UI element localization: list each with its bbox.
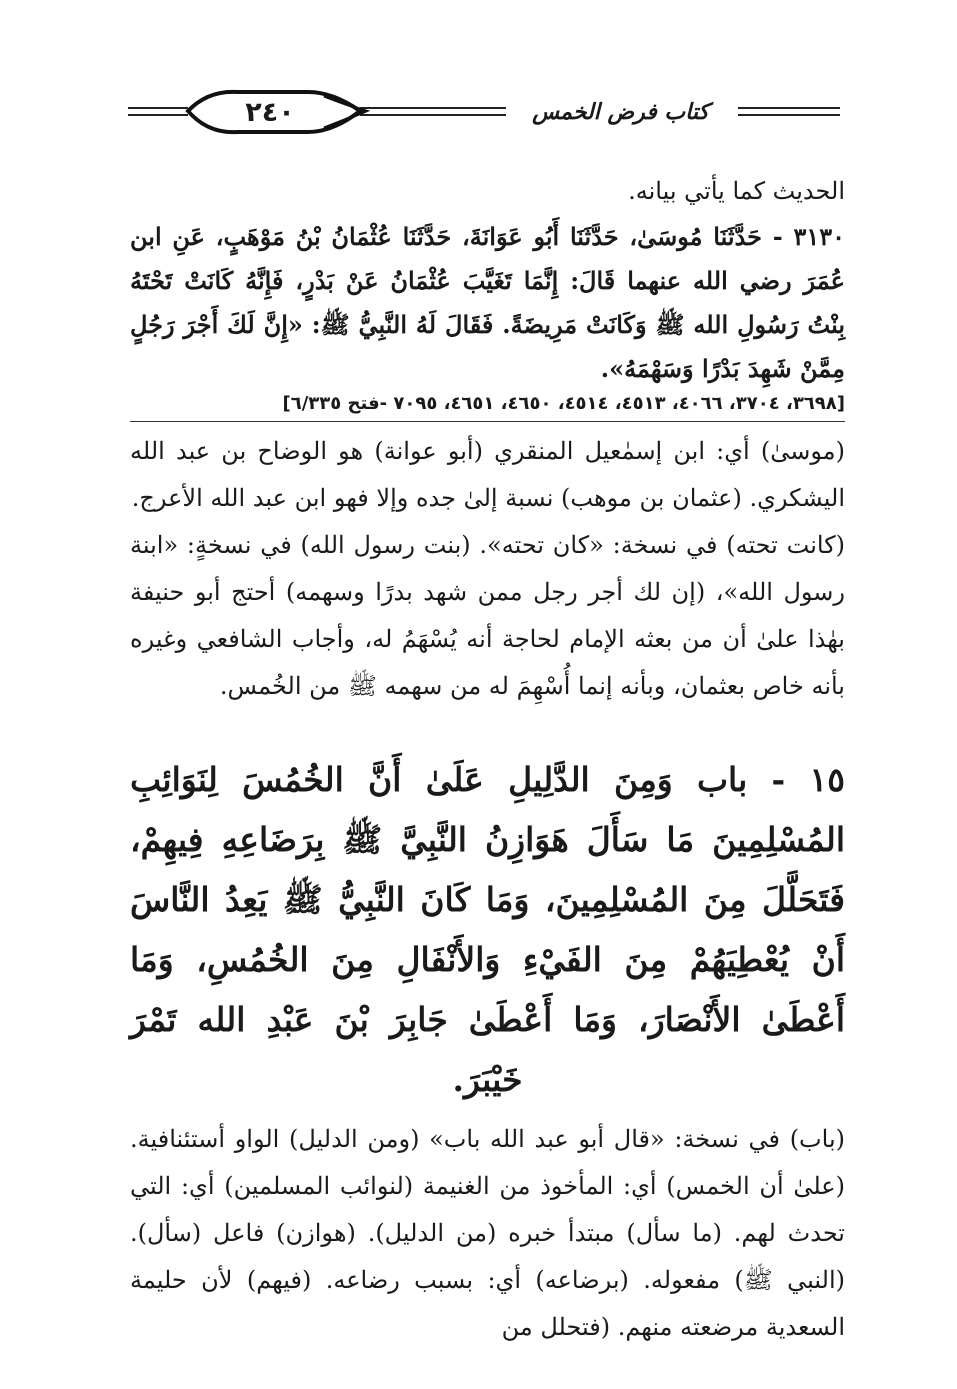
section-divider bbox=[130, 421, 845, 422]
commentary-paragraph-2: (كانت تحته) في نسخة: «كان تحته». (بنت رسول الله) في نسخةٍ: «ابنة رسول الله»، (إن لك أجر رجل ممن شهد بدرًا وسهمه) أحتج أبو حنيفة بهٰذا علىٰ أن من بعثه الإمام لحاجة أنه يُسْهَمُ له، وأجاب الشافعي وغيره بأنه خاص بعثمان، وبأنه إنما أُسْهِمَ له من سهمه ﷺ من الخُمس. bbox=[130, 531, 845, 700]
intro-line: الحديث كما يأتي بيانه. bbox=[628, 177, 845, 205]
commentary-paragraph-1: (موسىٰ) أي: ابن إسمٰعيل المنقري (أبو عوانة) هو الوضاح بن عبد الله اليشكري. (عثمان بن موهب) نسبة إلىٰ جده وإلا فهو ابن عبد الله الأعرج. bbox=[130, 437, 845, 512]
hadith-references: [٣٦٩٨، ٣٧٠٤، ٤٠٦٦، ٤٥١٣، ٤٥١٤، ٤٦٥٠، ٤٦٥١، ٧٠٩٥ -فتح ٦/٣٣٥] bbox=[282, 393, 845, 414]
page-number: ٢٤٠ bbox=[245, 96, 295, 128]
hadith-text: ٣١٣٠ - حَدَّثَنَا مُوسَىٰ، حَدَّثَنَا أَبُو عَوَانَةَ، حَدَّثَنَا عُثْمَانُ بْنُ مَوْهَبٍ، عَنِ ابن عُمَرَ رضي الله عنهما قَالَ: إِنَّمَا تَغَيَّبَ عُثْمَانُ عَنْ بَدْرٍ، فَإِنَّهُ كَانَتْ تَحْتَهُ بِنْتُ رَسُولِ الله ﷺ وَكَانَتْ مَرِيضَةً. فَقَالَ لَهُ النَّبِيُّ ﷺ: «إِنَّ لَكَ أَجْرَ رَجُلٍ مِمَّنْ شَهِدَ بَدْرًا وَسَهْمَهُ». bbox=[130, 222, 845, 383]
chapter-heading: ١٥ - باب وَمِنَ الدَّلِيلِ عَلَىٰ أَنَّ الخُمُسَ لِنَوَائِبِ المُسْلِمِينَ مَا سَأَلَ هَوَازِنُ النَّبِيَّ ﷺ بِرَضَاعِهِ فِيهِمْ، فَتَحَلَّلَ مِنَ المُسْلِمِينَ، وَمَا كَانَ النَّبِيُّ ﷺ يَعِدُ النَّاسَ أَنْ يُعْطِيَهُمْ مِنَ الفَيْءِ وَالأَنْفَالِ مِنَ الخُمُسِ، وَمَا أَعْطَىٰ الأَنْصَارَ، وَمَا أَعْطَىٰ جَابِرَ بْنَ عَبْدِ الله تَمْرَ خَيْبَرَ. bbox=[130, 760, 845, 1099]
page-content bbox=[130, 168, 845, 1351]
commentary-paragraph-3: (باب) في نسخة: «قال أبو عبد الله باب» (ومن الدليل) الواو أستئنافية. (علىٰ أن الخمس) أي: المأخوذ من الغنيمة (لنوائب المسلمين) أي: التي تحدث لهم. (ما سأل) مبتدأ خبره (من الدليل). (هوازن) فاعل (سأل). (النبي ﷺ) مفعوله. (برضاعه) أي: بسبب رضاعه. (فيهم) لأن حليمة السعدية مرضعته منهم. (فتحلل من bbox=[130, 1125, 845, 1341]
running-header bbox=[128, 86, 840, 146]
running-title: كتاب فرض الخمس bbox=[532, 99, 709, 125]
